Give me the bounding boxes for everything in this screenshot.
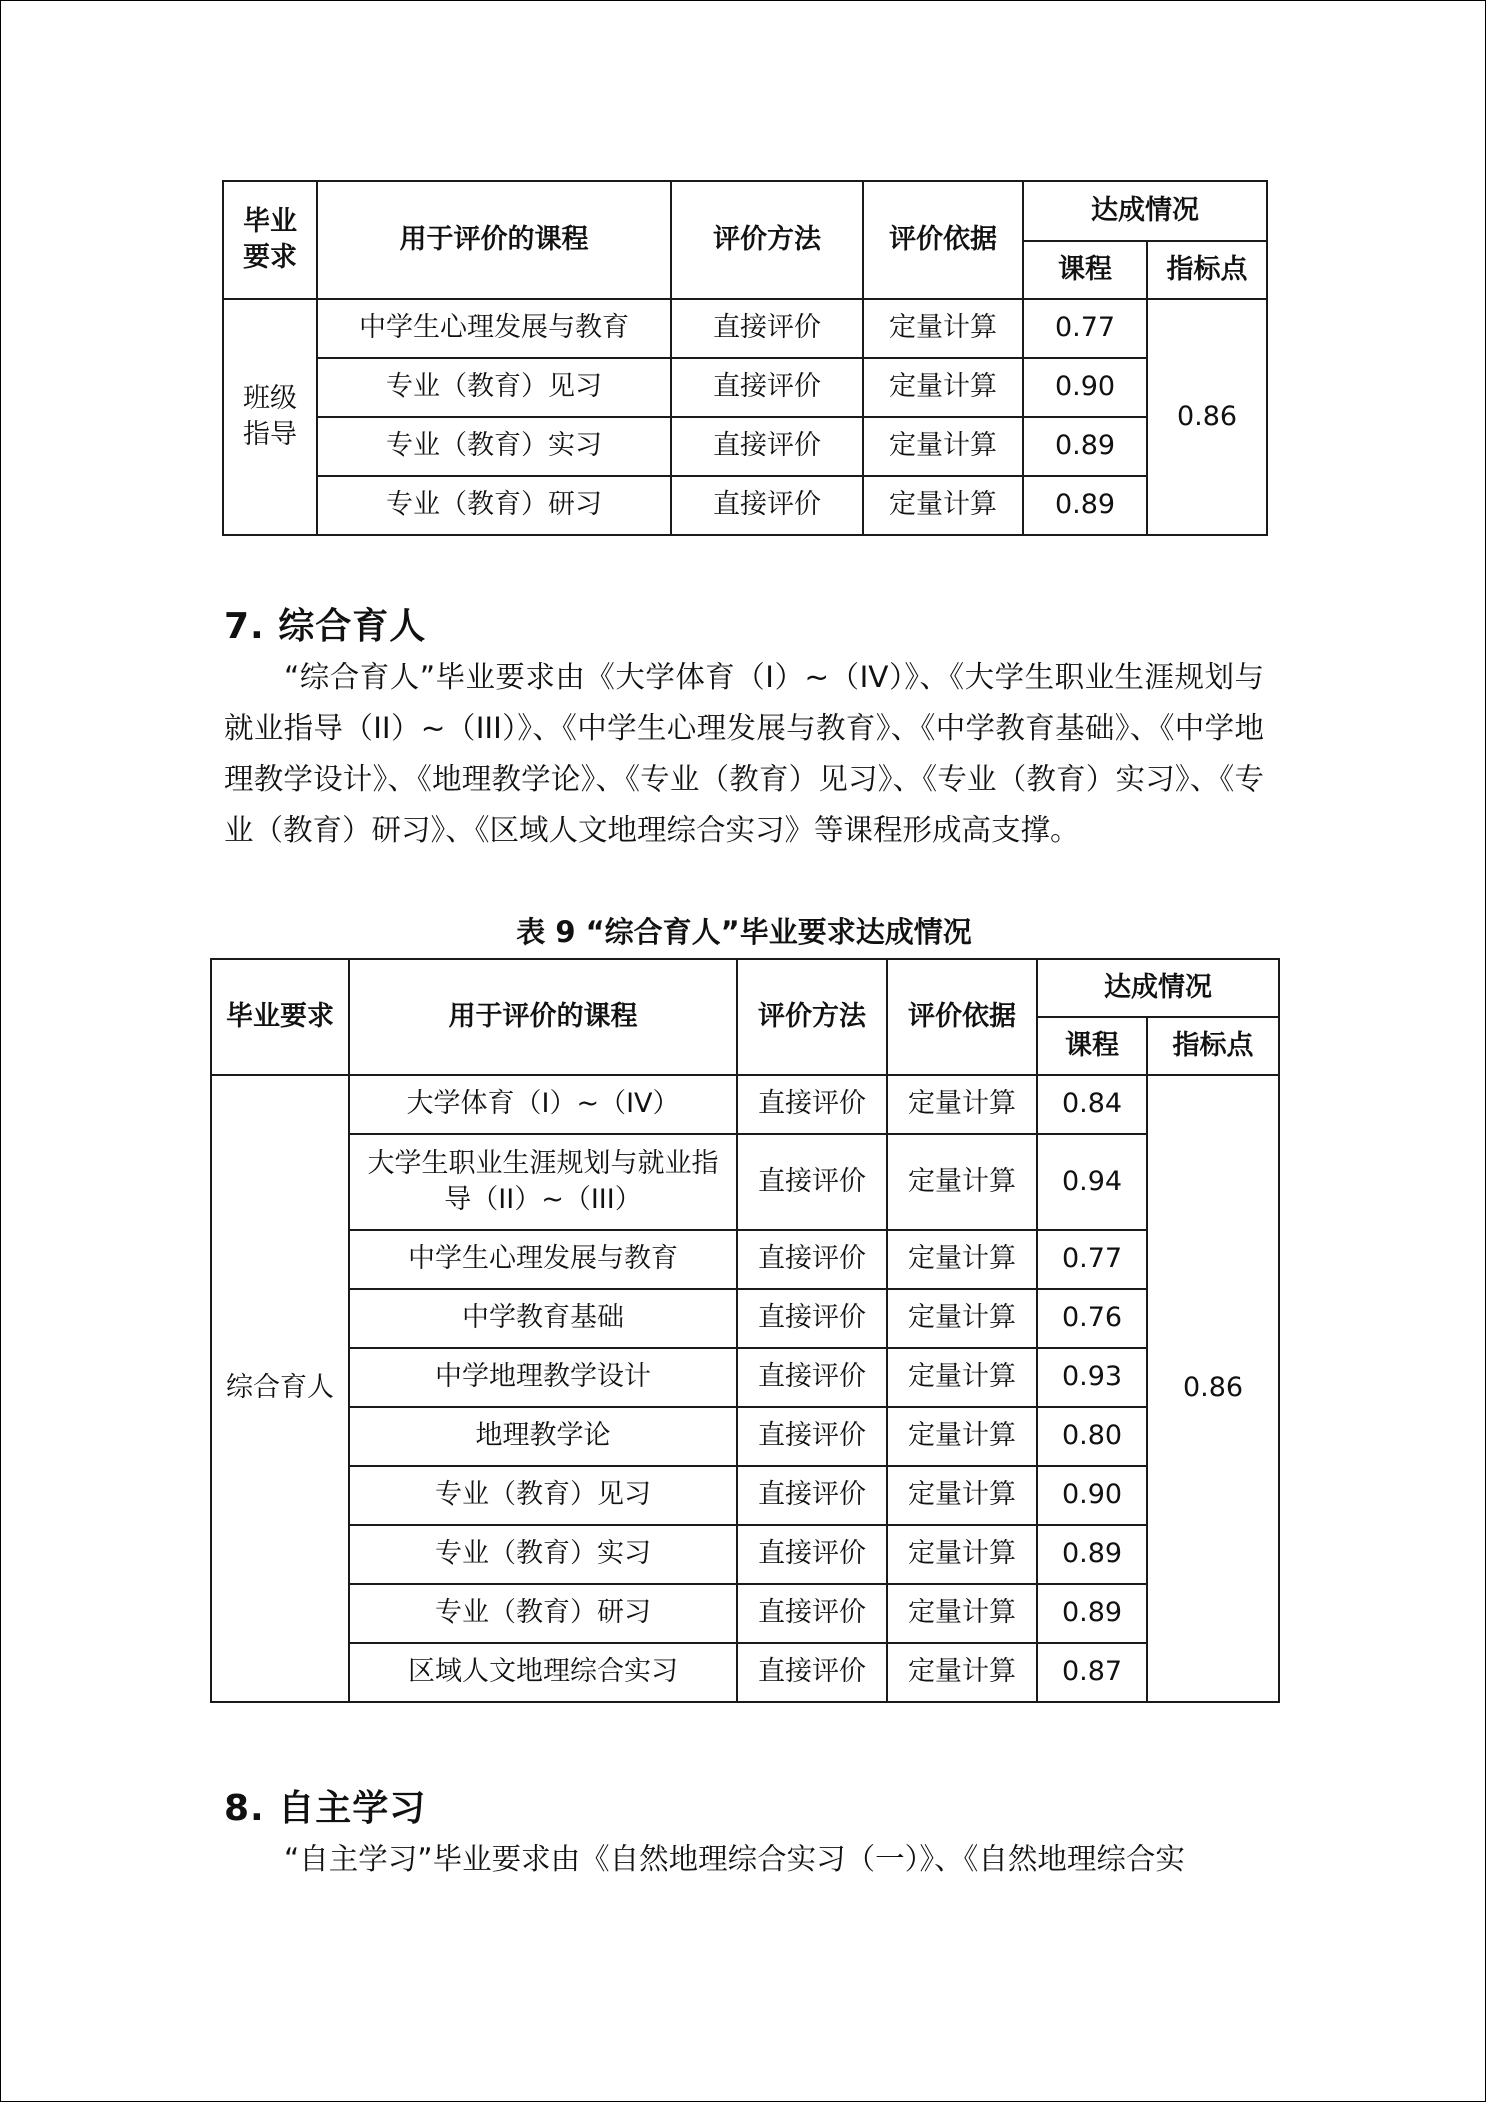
table-row <box>223 417 1267 476</box>
course-cell: 专业（教育）实习 <box>317 417 671 476</box>
course-value-cell: 0.89 <box>1037 1525 1147 1584</box>
achievement-table-9 <box>210 958 1280 1703</box>
table-row <box>211 1584 1279 1643</box>
table-row <box>211 1466 1279 1525</box>
header-achievement: 达成情况 <box>1037 959 1279 1017</box>
course-value-cell: 0.80 <box>1037 1407 1147 1466</box>
course-cell: 地理教学论 <box>349 1407 737 1466</box>
course-cell: 专业（教育）见习 <box>317 358 671 417</box>
course-cell: 中学地理教学设计 <box>349 1348 737 1407</box>
method-cell: 直接评价 <box>737 1348 887 1407</box>
basis-cell: 定量计算 <box>887 1230 1037 1289</box>
course-cell: 专业（教育）研习 <box>349 1584 737 1643</box>
course-value-cell: 0.77 <box>1023 299 1147 358</box>
course-cell: 大学体育（Ⅰ）~（IV） <box>349 1075 737 1134</box>
graduation-requirement-cell: 综合育人 <box>211 1075 349 1702</box>
course-cell: 中学教育基础 <box>349 1289 737 1348</box>
course-cell: 区域人文地理综合实习 <box>349 1643 737 1702</box>
course-cell: 专业（教育）见习 <box>349 1466 737 1525</box>
method-cell: 直接评价 <box>737 1584 887 1643</box>
section-8-paragraph: “自主学习”毕业要求由《自然地理综合实习（一）》、《自然地理综合实 <box>284 1842 1185 1876</box>
basis-cell: 定量计算 <box>887 1584 1037 1643</box>
method-cell: 直接评价 <box>671 358 863 417</box>
course-value-cell: 0.90 <box>1037 1466 1147 1525</box>
header-achievement: 达成情况 <box>1023 181 1267 241</box>
table-row <box>211 1348 1279 1407</box>
table-row <box>223 299 1267 358</box>
index-value-cell: 0.86 <box>1147 1075 1279 1702</box>
graduation-requirement-cell: 班级 指导 <box>223 299 317 535</box>
section-heading-8: 8. 自主学习 <box>224 1788 427 1829</box>
basis-cell: 定量计算 <box>887 1134 1037 1230</box>
course-cell: 中学生心理发展与教育 <box>317 299 671 358</box>
achievement-table-class-guidance <box>222 180 1268 536</box>
course-value-cell: 0.89 <box>1023 476 1147 535</box>
basis-cell: 定量计算 <box>863 358 1023 417</box>
table-row <box>211 1643 1279 1702</box>
course-value-cell: 0.89 <box>1023 417 1147 476</box>
table-row <box>211 1075 1279 1134</box>
basis-cell: 定量计算 <box>887 1407 1037 1466</box>
section-7-paragraph: “综合育人”毕业要求由《大学体育（Ⅰ）~（IV）》、《大学生职业生涯规划与就业指导（II）~（III）》、《中学生心理发展与教育》、《中学教育基础》、《中学地理教学设计》、《地理教学论》、《专业（教育）见习》、《专业（教育）实习》、《专业（教育）研习》、《区域人文地理综合实习》等课程形成高支撑。 <box>224 660 1264 847</box>
basis-cell: 定量计算 <box>863 476 1023 535</box>
basis-cell: 定量计算 <box>887 1643 1037 1702</box>
method-cell: 直接评价 <box>737 1407 887 1466</box>
basis-cell: 定量计算 <box>887 1075 1037 1134</box>
header-method: 评价方法 <box>737 959 887 1075</box>
course-cell: 中学生心理发展与教育 <box>349 1230 737 1289</box>
method-cell: 直接评价 <box>737 1075 887 1134</box>
method-cell: 直接评价 <box>737 1525 887 1584</box>
header-graduation-requirement: 毕业 要求 <box>223 181 317 299</box>
header-basis: 评价依据 <box>887 959 1037 1075</box>
header-course-value: 课程 <box>1037 1017 1147 1075</box>
basis-cell: 定量计算 <box>863 417 1023 476</box>
table-row <box>211 1407 1279 1466</box>
table-row <box>211 1230 1279 1289</box>
basis-cell: 定量计算 <box>887 1466 1037 1525</box>
course-value-cell: 0.87 <box>1037 1643 1147 1702</box>
header-graduation-requirement: 毕业要求 <box>211 959 349 1075</box>
method-cell: 直接评价 <box>671 476 863 535</box>
course-cell: 专业（教育）实习 <box>349 1525 737 1584</box>
header-index-value: 指标点 <box>1147 1017 1279 1075</box>
method-cell: 直接评价 <box>737 1289 887 1348</box>
course-value-cell: 0.89 <box>1037 1584 1147 1643</box>
course-value-cell: 0.84 <box>1037 1075 1147 1134</box>
course-value-cell: 0.93 <box>1037 1348 1147 1407</box>
table-row <box>211 1289 1279 1348</box>
header-basis: 评价依据 <box>863 181 1023 299</box>
header-course-value: 课程 <box>1023 241 1147 299</box>
basis-cell: 定量计算 <box>887 1348 1037 1407</box>
table-row <box>211 1134 1279 1230</box>
method-cell: 直接评价 <box>671 299 863 358</box>
header-course: 用于评价的课程 <box>317 181 671 299</box>
table-9-caption: 表 9 “综合育人”毕业要求达成情况 <box>516 915 972 949</box>
basis-cell: 定量计算 <box>863 299 1023 358</box>
table-row <box>223 476 1267 535</box>
header-course: 用于评价的课程 <box>349 959 737 1075</box>
table-row <box>211 1525 1279 1584</box>
course-value-cell: 0.94 <box>1037 1134 1147 1230</box>
table-row <box>223 358 1267 417</box>
method-cell: 直接评价 <box>737 1230 887 1289</box>
course-value-cell: 0.76 <box>1037 1289 1147 1348</box>
method-cell: 直接评价 <box>737 1466 887 1525</box>
header-index-value: 指标点 <box>1147 241 1267 299</box>
method-cell: 直接评价 <box>737 1643 887 1702</box>
method-cell: 直接评价 <box>671 417 863 476</box>
course-cell: 专业（教育）研习 <box>317 476 671 535</box>
method-cell: 直接评价 <box>737 1134 887 1230</box>
course-cell: 大学生职业生涯规划与就业指导（II）~（III） <box>349 1134 737 1230</box>
basis-cell: 定量计算 <box>887 1289 1037 1348</box>
header-method: 评价方法 <box>671 181 863 299</box>
basis-cell: 定量计算 <box>887 1525 1037 1584</box>
course-value-cell: 0.90 <box>1023 358 1147 417</box>
index-value-cell: 0.86 <box>1147 299 1267 535</box>
section-heading-7: 7. 综合育人 <box>224 606 427 647</box>
course-value-cell: 0.77 <box>1037 1230 1147 1289</box>
